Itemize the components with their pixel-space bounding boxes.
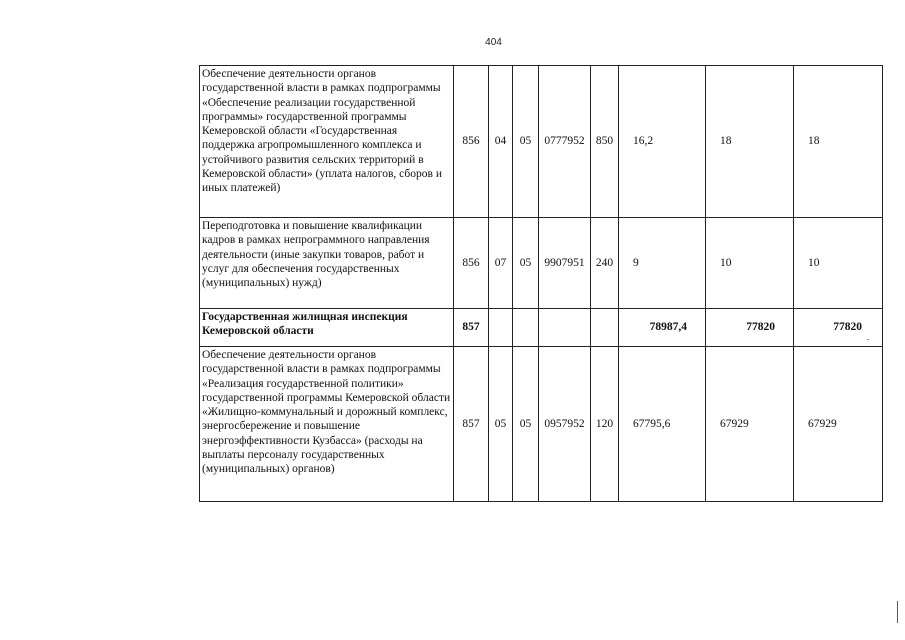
expense-type-code bbox=[591, 309, 619, 347]
subsection-code bbox=[513, 309, 539, 347]
expense-type-code: 240 bbox=[591, 218, 619, 309]
ministry-code: 857 bbox=[454, 347, 489, 502]
page-number: 404 bbox=[485, 37, 502, 48]
scan-edge-mark bbox=[897, 601, 898, 623]
section-code: 05 bbox=[489, 347, 513, 502]
amount-year-2: 10 bbox=[706, 218, 794, 309]
amount-year-3: 67929 bbox=[794, 347, 883, 502]
target-code: 0777952 bbox=[539, 66, 591, 218]
scan-dot: . bbox=[866, 331, 869, 342]
subsection-code: 05 bbox=[513, 347, 539, 502]
amount-year-1: 9 bbox=[619, 218, 706, 309]
row-description: Обеспечение деятельности органов государственной власти в рамках подпрограммы «Реализация государственной политики» государственной программы Кемеровской области «Жилищно-коммунальный и дорожный комплекс, энергосбережение и повышение энергоэффективности Кузбасса» (расходы на выплаты персоналу государственных (муниципальных) органов) bbox=[200, 347, 454, 502]
amount-year-2: 67929 bbox=[706, 347, 794, 502]
target-code: 9907951 bbox=[539, 218, 591, 309]
expense-type-code: 120 bbox=[591, 347, 619, 502]
amount-year-3: 77820 bbox=[833, 321, 862, 334]
row-description: Переподготовка и повышение квалификации кадров в рамках непрограммного направления деятельности (иные закупки товаров, работ и услуг для обеспечения государственных (муниципальных) нужд) bbox=[200, 218, 454, 309]
row-description: Государственная жилищная инспекция Кемеровской области bbox=[200, 309, 454, 347]
section-code: 04 bbox=[489, 66, 513, 218]
target-code bbox=[539, 309, 591, 347]
table-row-section-header bbox=[200, 309, 883, 347]
table-row bbox=[200, 66, 883, 218]
ministry-code: 856 bbox=[454, 218, 489, 309]
table-row bbox=[200, 347, 883, 502]
amount-year-3: 18 bbox=[794, 66, 883, 218]
expense-type-code: 850 bbox=[591, 66, 619, 218]
row-description: Обеспечение деятельности органов государственной власти в рамках подпрограммы «Обеспечение реализации государственной программы» государственной программы Кемеровской области «Государственная поддержка агропромышленного комплекса и устойчивого развития сельских территорий в Кемеровской области» (уплата налогов, сборов и иных платежей) bbox=[200, 66, 454, 218]
subsection-code: 05 bbox=[513, 218, 539, 309]
subsection-code: 05 bbox=[513, 66, 539, 218]
amount-year-2: 77820 bbox=[706, 309, 794, 347]
section-code: 07 bbox=[489, 218, 513, 309]
budget-table bbox=[199, 65, 883, 502]
amount-year-3-cell bbox=[794, 309, 883, 347]
table-row bbox=[200, 218, 883, 309]
amount-year-2: 18 bbox=[706, 66, 794, 218]
amount-year-1: 67795,6 bbox=[619, 347, 706, 502]
ministry-code: 856 bbox=[454, 66, 489, 218]
section-code bbox=[489, 309, 513, 347]
target-code: 0957952 bbox=[539, 347, 591, 502]
amount-year-1: 16,2 bbox=[619, 66, 706, 218]
ministry-code: 857 bbox=[454, 309, 489, 347]
amount-year-1: 78987,4 bbox=[619, 309, 706, 347]
amount-year-3: 10 bbox=[794, 218, 883, 309]
